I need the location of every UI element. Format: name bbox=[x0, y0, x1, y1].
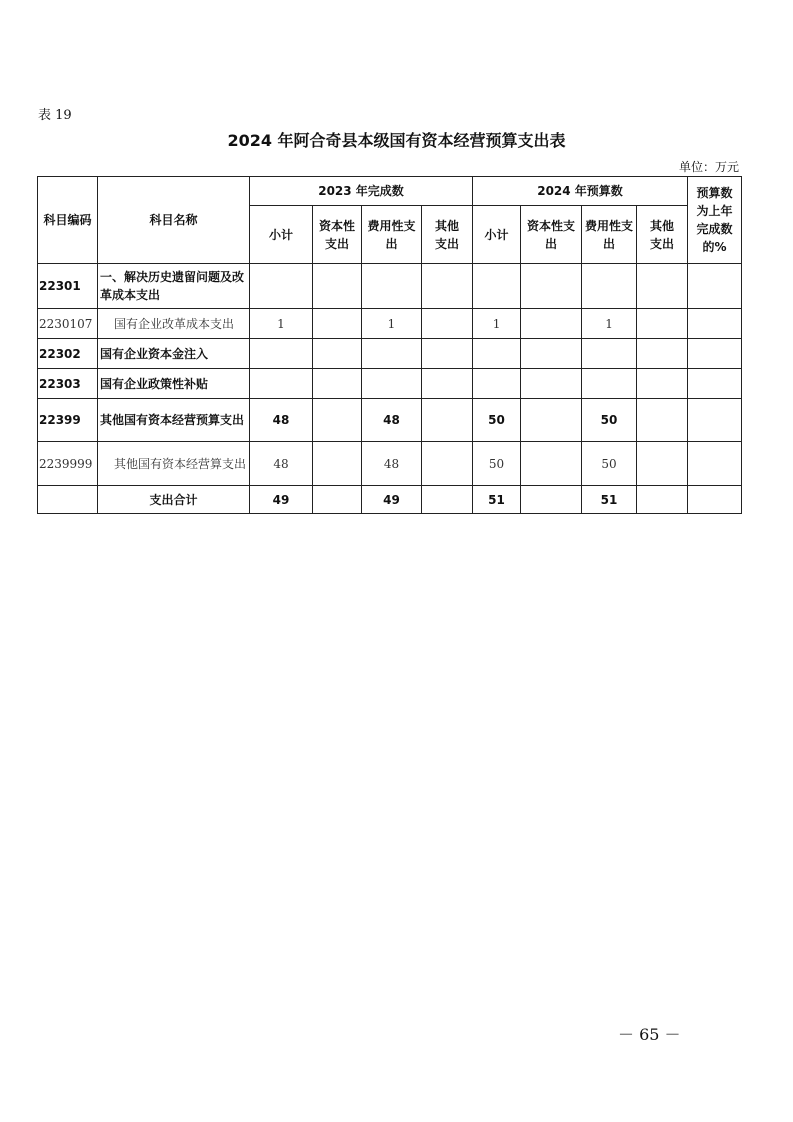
row-2023-subtotal bbox=[250, 339, 313, 369]
row-ratio bbox=[688, 264, 742, 309]
row-ratio bbox=[688, 339, 742, 369]
header-ratio: 预算数为上年完成数的% bbox=[688, 177, 742, 264]
header-2023-subtotal: 小计 bbox=[250, 206, 313, 264]
row-2024-other bbox=[637, 486, 688, 514]
row-2023-capital bbox=[313, 264, 362, 309]
row-name: 国有企业改革成本支出 bbox=[98, 309, 250, 339]
row-2024-other bbox=[637, 309, 688, 339]
row-code: 22303 bbox=[38, 369, 98, 399]
row-2024-expense: 50 bbox=[582, 399, 637, 442]
header-2024-capital: 资本性支出 bbox=[521, 206, 582, 264]
row-2024-other bbox=[637, 442, 688, 486]
row-ratio bbox=[688, 399, 742, 442]
row-ratio bbox=[688, 369, 742, 399]
table-row bbox=[38, 369, 742, 399]
row-code: 2230107 bbox=[38, 309, 98, 339]
row-2023-capital bbox=[313, 442, 362, 486]
row-2024-subtotal: 50 bbox=[473, 442, 521, 486]
row-name: 支出合计 bbox=[98, 486, 250, 514]
row-2023-other bbox=[422, 486, 473, 514]
row-2023-capital bbox=[313, 339, 362, 369]
row-2024-subtotal: 50 bbox=[473, 399, 521, 442]
row-code: 22302 bbox=[38, 339, 98, 369]
row-2024-capital bbox=[521, 339, 582, 369]
table-row bbox=[38, 309, 742, 339]
row-2024-subtotal bbox=[473, 339, 521, 369]
header-name: 科目名称 bbox=[98, 177, 250, 264]
row-2024-subtotal bbox=[473, 264, 521, 309]
table-row bbox=[38, 339, 742, 369]
row-name: 其他国有资本经营预算支出 bbox=[98, 399, 250, 442]
header-group-2023: 2023 年完成数 bbox=[250, 177, 473, 206]
row-2024-expense: 50 bbox=[582, 442, 637, 486]
row-2024-expense bbox=[582, 339, 637, 369]
row-2024-capital bbox=[521, 399, 582, 442]
row-2023-expense: 48 bbox=[362, 399, 422, 442]
row-2023-expense bbox=[362, 264, 422, 309]
row-2023-subtotal: 48 bbox=[250, 442, 313, 486]
row-2023-subtotal bbox=[250, 264, 313, 309]
row-2023-subtotal bbox=[250, 369, 313, 399]
row-code: 22399 bbox=[38, 399, 98, 442]
row-2023-other bbox=[422, 309, 473, 339]
table-row bbox=[38, 264, 742, 309]
row-2024-expense bbox=[582, 264, 637, 309]
row-2024-expense: 1 bbox=[582, 309, 637, 339]
row-2023-other bbox=[422, 339, 473, 369]
row-2024-other bbox=[637, 399, 688, 442]
row-2023-other bbox=[422, 399, 473, 442]
row-2024-other bbox=[637, 264, 688, 309]
table-row bbox=[38, 442, 742, 486]
row-name: 一、解决历史遗留问题及改革成本支出 bbox=[98, 264, 250, 309]
row-2024-other bbox=[637, 369, 688, 399]
row-code bbox=[38, 486, 98, 514]
header-2024-other: 其他支出 bbox=[637, 206, 688, 264]
row-ratio bbox=[688, 442, 742, 486]
row-2024-capital bbox=[521, 264, 582, 309]
header-2024-subtotal: 小计 bbox=[473, 206, 521, 264]
row-name: 其他国有资本经营算支出 bbox=[98, 442, 250, 486]
table-row-total bbox=[38, 486, 742, 514]
page-number: － 65 － bbox=[618, 1025, 681, 1044]
row-2024-capital bbox=[521, 309, 582, 339]
row-2023-expense: 1 bbox=[362, 309, 422, 339]
row-2023-capital bbox=[313, 369, 362, 399]
document-title: 2024 年阿合奇县本级国有资本经营预算支出表 bbox=[227, 131, 566, 150]
row-2024-capital bbox=[521, 442, 582, 486]
row-2024-other bbox=[637, 339, 688, 369]
row-2024-capital bbox=[521, 369, 582, 399]
row-2023-other bbox=[422, 442, 473, 486]
row-2023-expense bbox=[362, 339, 422, 369]
row-ratio bbox=[688, 309, 742, 339]
row-2023-expense: 49 bbox=[362, 486, 422, 514]
budget-expenditure-table bbox=[37, 176, 742, 514]
row-2024-expense: 51 bbox=[582, 486, 637, 514]
row-ratio bbox=[688, 486, 742, 514]
row-2023-expense: 48 bbox=[362, 442, 422, 486]
row-name: 国有企业资本金注入 bbox=[98, 339, 250, 369]
table-row bbox=[38, 399, 742, 442]
row-2024-expense bbox=[582, 369, 637, 399]
header-group-2024: 2024 年预算数 bbox=[473, 177, 688, 206]
row-code: 22301 bbox=[38, 264, 98, 309]
header-code: 科目编码 bbox=[38, 177, 98, 264]
row-code: 2239999 bbox=[38, 442, 98, 486]
unit-label: 单位：万元 bbox=[678, 160, 739, 174]
row-2023-capital bbox=[313, 399, 362, 442]
header-2023-expense: 费用性支出 bbox=[362, 206, 422, 264]
row-2023-capital bbox=[313, 486, 362, 514]
header-2024-expense: 费用性支出 bbox=[582, 206, 637, 264]
row-2023-expense bbox=[362, 369, 422, 399]
row-2023-subtotal: 48 bbox=[250, 399, 313, 442]
table-number-label: 表 19 bbox=[38, 108, 72, 123]
row-2024-capital bbox=[521, 486, 582, 514]
row-2023-subtotal: 49 bbox=[250, 486, 313, 514]
row-name: 国有企业政策性补贴 bbox=[98, 369, 250, 399]
row-2024-subtotal: 1 bbox=[473, 309, 521, 339]
header-2023-capital: 资本性支出 bbox=[313, 206, 362, 264]
row-2023-subtotal: 1 bbox=[250, 309, 313, 339]
row-2023-capital bbox=[313, 309, 362, 339]
row-2023-other bbox=[422, 264, 473, 309]
header-2023-other: 其他支出 bbox=[422, 206, 473, 264]
row-2024-subtotal bbox=[473, 369, 521, 399]
row-2023-other bbox=[422, 369, 473, 399]
row-2024-subtotal: 51 bbox=[473, 486, 521, 514]
